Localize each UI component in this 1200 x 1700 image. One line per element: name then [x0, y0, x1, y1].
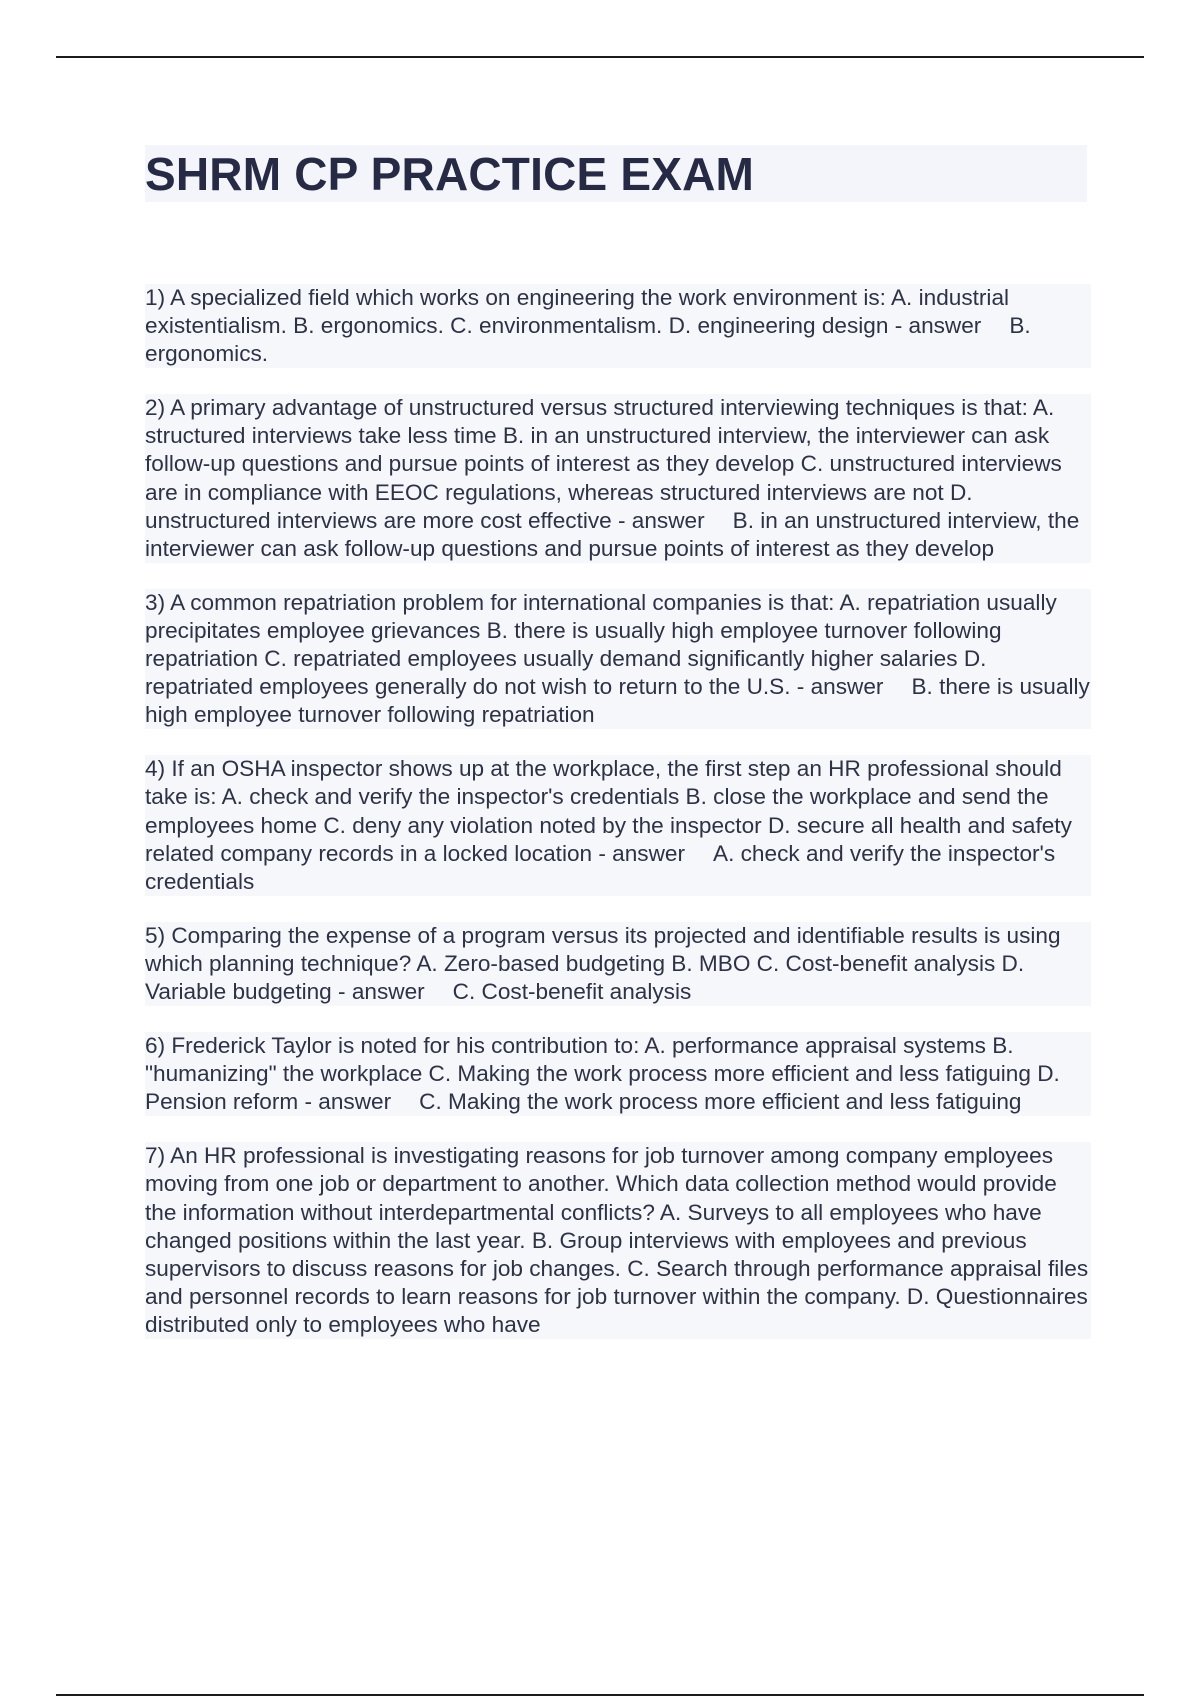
question-item	[145, 1142, 1091, 1339]
question-text: 1) A specialized field which works on engineering the work environment is: A. industrial existentialism. B. ergonomics. C. environmentalism. D. engineering design - answer	[145, 285, 1010, 339]
answer-text: B. ergonomics.	[145, 313, 1031, 367]
question-item	[145, 394, 1091, 563]
question-list	[145, 284, 1091, 1365]
question-text: 6) Frederick Taylor is noted for his contribution to: A. performance appraisal systems B. "humanizing" the workplace C. Making the work process more efficient and less fatiguing D. Pension reform - answer	[145, 1033, 1060, 1115]
answer-text: C. Making the work process more efficient and less fatiguing	[419, 1089, 1022, 1115]
top-rule	[56, 56, 1144, 58]
question-text: 2) A primary advantage of unstructured versus structured interviewing techniques is that: A. structured interviews take less time B. in an unstructured interview, the interviewer can ask follow-up questions and pursue points of interest as they develop C. unstructured interviews are in compliance with EEOC regulations, whereas structured interviews are not D. unstructured interviews are more cost effective - answer	[145, 395, 1062, 533]
question-text: 5) Comparing the expense of a program versus its projected and identifiable results is using which planning technique? A. Zero-based budgeting B. MBO C. Cost-benefit analysis D. Variable budgeting - answer	[145, 922, 1061, 1004]
answer-text: C. Cost-benefit analysis	[452, 978, 692, 1004]
question-item	[145, 284, 1091, 368]
title-block	[145, 145, 1087, 202]
question-text: 4) If an OSHA inspector shows up at the workplace, the first step an HR professional should take is: A. check and verify the inspector's credentials B. close the workplace and send the employees home C. deny any violation noted by the inspector D. secure all health and safety related company records in a locked location - answer	[145, 756, 1072, 866]
page-title: SHRM CP PRACTICE EXAM	[145, 148, 755, 200]
question-text: 3) A common repatriation problem for international companies is that: A. repatriation usually precipitates employee grievances B. there is usually high employee turnover following repatriation C. repatriated employees usually demand significantly higher salaries D. repatriated employees generally do not wish to return to the U.S. - answer	[145, 589, 1057, 700]
question-item	[145, 589, 1091, 729]
bottom-rule	[56, 1694, 1144, 1696]
question-item	[145, 1032, 1091, 1116]
answer-text: B. in an unstructured interview, the interviewer can ask follow-up questions and pursue points of interest as they develop	[145, 507, 1080, 561]
question-item	[145, 755, 1091, 895]
question-text: 7) An HR professional is investigating reasons for job turnover among company employees moving from one job or department to another. Which data collection method would provide the information without interdepartmental conflicts? A. Surveys to all employees who have changed positions within the last year. B. Group interviews with employees and previous supervisors to discuss reasons for job changes. C. Search through performance appraisal files and personnel records to learn reasons for job turnover within the company. D. Questionnaires distributed only to employees who have	[145, 1143, 1089, 1337]
answer-text: A. check and verify the inspector's credentials	[145, 840, 1056, 894]
question-item	[145, 922, 1091, 1006]
answer-text: B. there is usually high employee turnover following repatriation	[145, 674, 1090, 728]
